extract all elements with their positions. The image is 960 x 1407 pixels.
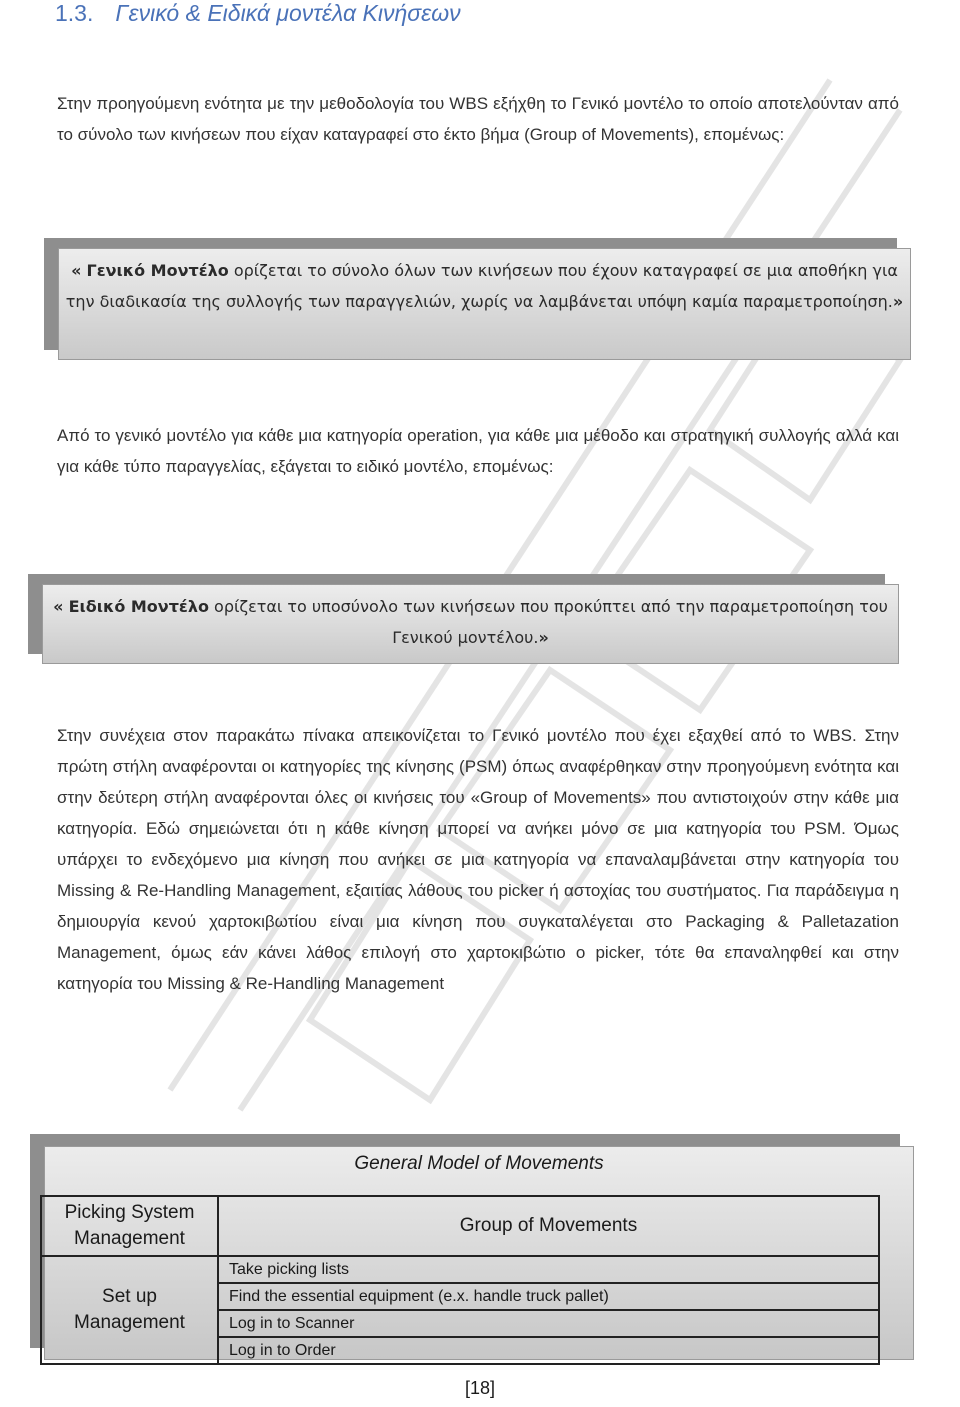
specific-model-definition-box [42,584,899,664]
column-header-movements: Group of Movements [218,1196,879,1256]
open-quote: « [53,597,64,616]
category-cell: Set up Management [41,1256,218,1364]
general-model-definition: ορίζεται το σύνολο όλων των κινήσεων που έχουν καταγραφεί σε μια αποθήκη για την διαδικασία της συλλογής των παραγγελιών, χωρίς να λαμβάνεται υπόψη καμία παραμετροποίηση. [65,261,898,311]
section-title: Γενικό & Ειδικά μοντέλα Κινήσεων [115,0,461,26]
movement-cell: Log in to Order [218,1337,879,1364]
table-header-row [41,1196,879,1256]
general-model-term: Γενικό Μοντέλο [86,261,229,280]
section-number: 1.3. [55,0,94,26]
close-quote: » [538,628,549,647]
middle-paragraph: Από το γενικό μοντέλο για κάθε μια κατηγορία operation, για κάθε μια μέθοδο και στρατηγική συλλογής αλλά και για κάθε τύπο παραγγελίας, εξάγεται το ειδικό μοντέλο, επομένως: [57,426,899,476]
section-heading [55,0,915,34]
open-quote: « [71,261,82,280]
body-paragraph: Στην συνέχεια στον παρακάτω πίνακα απεικονίζεται το Γενικό μοντέλο που έχει εξαχθεί από το WBS. Στην πρώτη στήλη αναφέρονται οι κατηγορίες της κίνησης (PSM) όπως αναφέρθηκαν στην προηγούμενη ενότητα και στην δεύτερη στήλη αναφέρονται όλες οι κινήσεις του «Group of Movements» που αντιστοιχούν στην κάθε μια κατηγορία. Εδώ σημειώνεται ότι η κάθε κίνηση μπορεί να ανήκει μόνο σε μια κατηγορία του PSM. Όμως υπάρχει το ενδεχόμενο μια κίνηση που ανήκει σε μια κατηγορία να επαναλαμβάνεται στην κατηγορία του Missing & Re-Handling Management, εξαιτίας λάθους του picker ή αστοχίας του συστήματος. Για παράδειγμα η δημιουργία κενού χαρτοκιβωτίου είναι μια κίνηση που συγκαταλέγεται στο Packaging & Palletazation Management, όμως εάν κάνει λάθος επιλογή στο χαρτοκιβώτιο ο picker, τότε θα επαναληφθεί και στην κατηγορία του Missing & Re-Handling Management [57,726,899,993]
movement-cell: Log in to Scanner [218,1310,879,1337]
general-model-table [40,1195,880,1365]
movement-cell: Take picking lists [218,1256,879,1283]
specific-model-definition: ορίζεται το υποσύνολο των κινήσεων που προκύπτει από την παραμετροποίηση του Γενικού μοντέλου. [208,597,888,647]
close-quote: » [892,292,904,311]
general-model-definition-box [58,248,911,360]
movement-cell: Find the essential equipment (e.x. handle truck pallet) [218,1283,879,1310]
intro-paragraph: Στην προηγούμενη ενότητα με την μεθοδολογία του WBS εξήχθη το Γενικό μοντέλο το οποίο αποτελούνταν από το σύνολο των κινήσεων που είχαν καταγραφεί στο έκτο βήμα (Group of Movements), επομένως: [57,94,899,144]
page-number: [18] [464,1378,496,1398]
general-model-table-panel [44,1146,914,1360]
table-row [41,1256,879,1283]
column-header-psm: Picking System Management [41,1196,218,1256]
table-caption: General Model of Movements [354,1153,604,1174]
specific-model-term: Ειδικό Μοντέλο [68,597,209,616]
